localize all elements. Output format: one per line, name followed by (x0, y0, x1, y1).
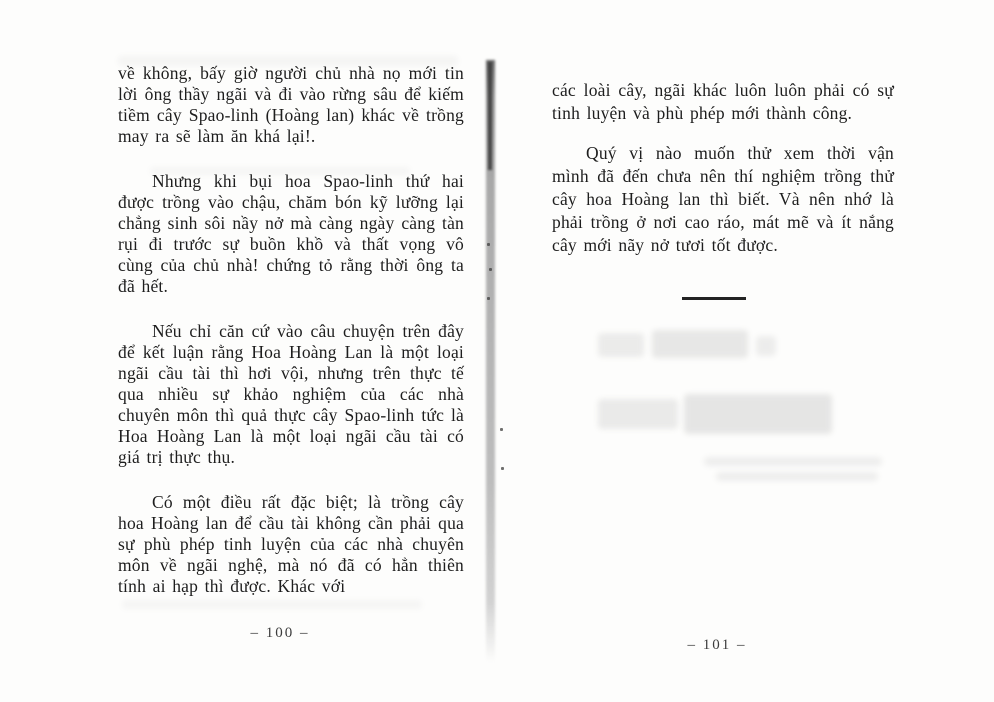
ghost-text-blob (716, 472, 878, 481)
scan-speck (501, 467, 504, 470)
right-page (552, 79, 894, 274)
paragraph: Nhưng khi bụi hoa Spao-linh thứ hai được trồng vào chậu, chăm bón kỹ lưỡng lại chẳng sinh sôi nầy nở mà càng ngày càng tàn rụi đi trước sự buồn khồ và thất vọng vô cùng của chủ nhà! chứng tỏ rằng thời ông ta đã hết. (118, 171, 464, 296)
ghost-text-blob (756, 336, 776, 356)
paragraph: Có một điều rất đặc biệt; là trồng cây hoa Hoàng lan để cầu tài không cần phải qua sự phù phép tinh luyện của các nhà chuyên môn về ngãi nghệ, mà nó đã có hẳn thiên tính ai hạp thì được. Khác với (118, 492, 464, 596)
scan-speck (487, 243, 490, 246)
page-number-left: – 100 – (250, 625, 310, 641)
scan-speck (489, 268, 492, 271)
paragraph: các loài cây, ngãi khác luôn luôn phải có sự tinh luyện và phù phép mới thành công. (552, 80, 894, 123)
book-gutter-shadow-top (488, 62, 492, 170)
ghost-text-blob (118, 56, 458, 66)
paragraph: về không, bấy giờ người chủ nhà nọ mới tin lời ông thầy ngãi và đi vào rừng sâu để kiếm tiềm cây Spao-linh (Hoàng lan) khác về trồng may ra sẽ làm ăn khá lại!. (118, 63, 464, 146)
scan-speck (500, 428, 503, 431)
paragraph: Nếu chỉ căn cứ vào câu chuyện trên đây để kết luận rằng Hoa Hoàng Lan là một loại ngãi cầu tài thì hơi vội, nhưng trên thực tế qua nhiều sự khảo nghiệm của các nhà chuyên môn thì quả thực cây Spao-linh tức là Hoa Hoàng Lan là một loại ngãi cầu tài có giá trị thực thụ. (118, 321, 464, 467)
ghost-text-blob (122, 600, 422, 609)
ghost-text-blob (150, 167, 410, 175)
ghost-text-blob (598, 333, 644, 357)
page-number-right: – 101 – (687, 637, 747, 653)
ghost-text-blob (704, 457, 882, 466)
paragraph: Quý vị nào muốn thử xem thời vận mình đã đến chưa nên thí nghiệm trồng thử cây hoa Hoàng lan thì biết. Và nên nhớ là phải trồng ở nơi cao ráo, mát mẽ và ít nắng cây mới nãy nở tươi tốt được. (552, 143, 894, 255)
ghost-text-blob (652, 330, 748, 358)
left-page (118, 63, 464, 621)
section-divider-rule (682, 297, 746, 300)
ghost-text-blob (684, 394, 832, 434)
scan-speck (487, 297, 490, 300)
ghost-text-blob (598, 399, 678, 429)
